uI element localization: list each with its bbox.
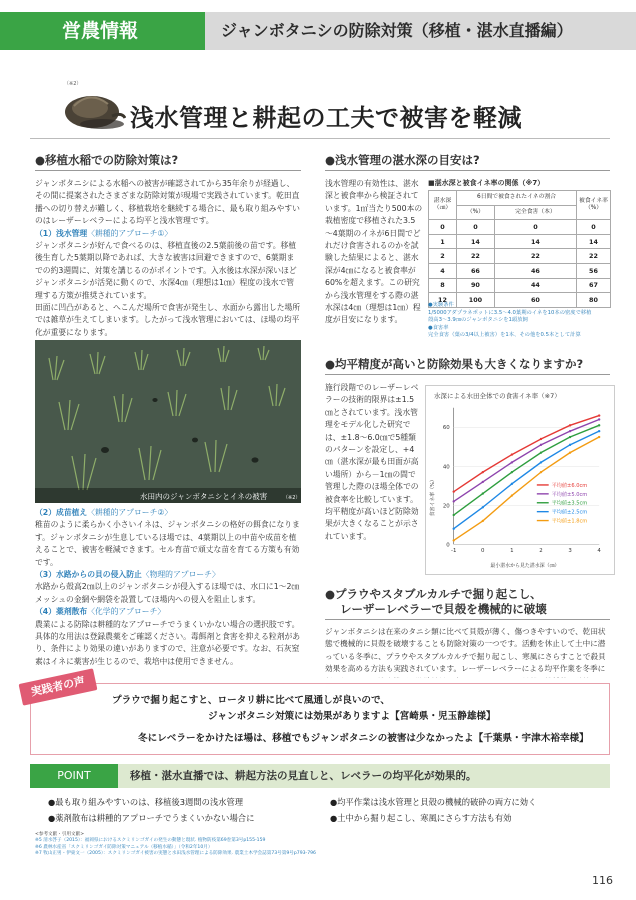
table-row: 8 90 44 67 (429, 278, 611, 293)
chart-point (540, 444, 542, 446)
table-row: 1 14 14 14 (429, 234, 611, 249)
table-header-depth: 湛水深（㎝） (429, 191, 457, 220)
chart-y-tick-label: 20 (442, 503, 450, 510)
chart-legend-label: 平均値±3.5cm (551, 500, 588, 507)
left-heading: ●移植水稲での防除対策は? (35, 153, 179, 167)
chart-legend-label: 平均値±1.8cm (551, 518, 588, 525)
chart-point (569, 436, 571, 438)
rice-field-photo (35, 340, 301, 503)
right-mid-heading-rule (325, 374, 610, 375)
chart-point (453, 539, 455, 541)
s2-text: 稚苗のように柔らかく小さいイネは、ジャンボタニシの格好の餌食になります。ジャンボタニシが生息しているほ場では、4葉期以上の中苗や成苗を植えることで、被害を軽減できます。セル育苗で頑丈な苗を育てる方策も有効です。 (35, 520, 300, 567)
chart-point (453, 500, 455, 502)
chart-point (482, 492, 484, 494)
chart-point (511, 461, 513, 463)
right-bot-heading-rule (325, 619, 610, 620)
chart-x-tick-label: -1 (450, 548, 457, 555)
left-heading-rule (35, 170, 301, 171)
chart-point (511, 471, 513, 473)
header-title: ジャンボタニシの防除対策（移植・湛水直播編） (205, 12, 636, 50)
point-label: POINT (30, 764, 118, 788)
chart-point (482, 520, 484, 522)
point-item: ●薬剤散布は耕種的アプローチでうまくいかない場合に (48, 813, 255, 823)
chart-x-tick-label: 1 (510, 548, 514, 555)
chart-point (511, 494, 513, 496)
chart-point (598, 436, 600, 438)
chart-point (598, 414, 600, 416)
page-number: 116 (592, 874, 613, 887)
point-item: ●最も取り組みやすいのは、移植後3週間の浅水管理 (48, 797, 244, 807)
snail-photo-note: （※2） (64, 81, 82, 87)
chart-point (598, 418, 600, 420)
table-notes: ●実験条件 1/5000アダプラネポットに3.5～4.0葉期のイネを10本の密度で移植 殻高3～3.9㎝のジャンボタニシを1頭放飼 ●食害率 完全食害（葉の3/4以上被害）を1本、その他を0.5本として計算 (428, 302, 592, 339)
voice-line-2: 冬にレベラーをかけたほ場は、移植でもジャンボタニシの被害は少なかったよ【千葉県・宇津木裕幸様】 (138, 733, 589, 744)
snail-photo (62, 82, 126, 132)
chart-x-tick-label: 2 (539, 548, 543, 555)
depth-damage-chart (425, 385, 615, 575)
chart-y-tick-label: 60 (442, 425, 450, 432)
voice-line-1a: プラウで掘り起こすと、ロータリ耕に比べて風通しが良いので、 (112, 695, 391, 706)
chart-point (540, 438, 542, 440)
s1-heading: （1）浅水管理〈耕種的アプローチ①〉 (35, 228, 173, 238)
right-top-heading-rule (325, 170, 610, 171)
chart-title: 水深による水田全体での食害イネ率（※7） (433, 391, 561, 400)
table-row: 2 22 22 22 (429, 249, 611, 264)
point-item: ●土中から掘り起こし、寒風にさらす方法も有効 (330, 813, 512, 823)
chart-point (453, 514, 455, 516)
title-divider (30, 138, 610, 139)
point-text: 移植・湛水直播では、耕起方法の見直しと、レベラーの均平化が効果的。 (130, 770, 477, 782)
chart-point (540, 471, 542, 473)
chart-point (511, 453, 513, 455)
chart-point (482, 481, 484, 483)
left-intro: ジャンボタニシによる水稲への被害が確認されてから35年余りが経過し、その間に提案されたさまざまな防除対策が現場で実践されています。乾田直播への切り替えが難しく、移植栽培を継続する場合に、最も取り組みやすいのはレーザーレベラーによる均平と浅水管理です。 (35, 179, 300, 226)
chart-point (540, 451, 542, 453)
chart-legend-label: 平均値±5.0cm (551, 491, 588, 498)
s3-text: 水路から殻高2㎝以上のジャンボタニシが侵入するほ場では、水口に1～2㎝メッシュの金網や網袋を設置してほ場内への侵入を阻止します。 (35, 582, 300, 604)
chart-point (598, 430, 600, 432)
table-row: 0 0 0 0 (429, 220, 611, 235)
s3-heading: （3）水路からの貝の侵入防止〈物理的アプローチ〉 (35, 570, 220, 580)
chart-y-tick-label: 0 (446, 542, 450, 549)
chart-xlabel: 最小湛水から見た湛水深（㎝） (490, 563, 560, 570)
table-title: ■湛水深と被食イネ率の関係（※7） (428, 179, 545, 187)
s4-text: 農業による防除は耕種的なアプローチでうまくいかない場合の選択肢です。具体的な用法は登録農薬をご確認ください。毒餌剤と食害を抑える粒剤があり、条件により効果の違いがありますので、注意が必要です。なお、石灰窒素はイネに薬害が生じるので、栽培中は使用できません。 (35, 619, 301, 666)
chart-legend-label: 平均値±6.0cm (551, 482, 588, 489)
s1-text2: 田面に凹凸があると、へこんだ場所で食害が発生し、水面から露出した場所では雑草が生えてしまいます。したがって浅水管理においては、ほ場の均平化が重要になります。 (35, 303, 301, 337)
reference-line: ※5 清水啓子（2015）：福岡県におけるスクミリンゴガイの発生の動態と現状. 植物防疫第69巻第3号p155-159 (35, 838, 266, 844)
table-header-complete: 完全食害（本） (494, 205, 576, 220)
category-label: 営農情報 (0, 12, 205, 50)
table-header-rate: 被食イネ率（%） (577, 191, 611, 220)
chart-point (482, 506, 484, 508)
chart-point (540, 461, 542, 463)
chart-x-tick-label: 4 (597, 548, 601, 555)
voice-line-1b: ジャンボタニシ対策には効果がありますよ【宮崎県・児玉静雄様】 (208, 711, 496, 722)
right-top-heading: ●浅水管理の湛水深の目安は? (325, 153, 480, 167)
table-row: 12 100 60 80 (429, 293, 611, 308)
main-title: 浅水管理と耕起の工夫で被害を軽減 (130, 104, 522, 132)
chart-x-tick-label: 3 (568, 548, 572, 555)
chart-point (453, 528, 455, 530)
table-row: 4 66 46 56 (429, 263, 611, 278)
s4-heading: （4）薬剤散布〈化学的アプローチ〉 (35, 607, 166, 617)
chart-point (453, 490, 455, 492)
chart-point (569, 451, 571, 453)
photo-caption: 水田内のジャンボタニシとイネの被害 (140, 492, 268, 501)
chart-ylabel: 食害イネ率（%） (429, 477, 436, 517)
references-title: <参考文献・引用文献> (35, 832, 85, 837)
references (35, 832, 316, 858)
chart-point (569, 430, 571, 432)
s1-text: ジャンボタニシが好んで食べるのは、移植直後の2.5葉前後の苗です。移植後生育した5葉期以降であれば、大きな被害は回避できますので、6葉期までの約3週間に、対策を講じるのがポイントです。入水後は水深が深いほどジャンボタニシが活発に動くので、水深4㎝（理想は1㎝）程度の浅水で管理する方策が推奨されています。 (35, 241, 297, 300)
field-photo-note: （※2） (283, 495, 301, 501)
chart-legend-label: 平均値±2.5cm (551, 509, 588, 516)
s2-heading: （2）成苗植え〈耕種的アプローチ②〉 (35, 508, 173, 517)
table-header-ratio: 6日間で被食されたイネの割合 (457, 191, 577, 206)
table-header-pct: （%） (457, 205, 495, 220)
voice-badge: 実践者の声 (19, 668, 98, 705)
left-body-bottom (35, 507, 301, 677)
chart-point (569, 424, 571, 426)
point-item: ●均平作業は浅水管理と貝殻の機械的破砕の両方に効く (330, 797, 537, 807)
chart-point (482, 471, 484, 473)
depth-table (428, 190, 611, 308)
reference-line: ※6 農林水産省「スクミリンゴガイ防除対策マニュアル（移植水稲）」（令和2年10月） (35, 844, 213, 850)
page-header (0, 12, 636, 50)
reference-line: ※7 牧山正男・伊東文一（2005）：スクミリンゴガイ被害の実態と水田浅水管理による防除効果. 農業土木学会誌第73号第9号p793-796 (35, 851, 316, 857)
chart-series-line (454, 419, 599, 501)
chart-point (569, 444, 571, 446)
right-bot-heading2: レーザーレベラーで貝殻を機械的に破壊 (340, 602, 547, 616)
right-mid-body: 施行段階でのレーザーレベラーの技術的限界は±1.5㎝とされています。浅水管理をモデル化した研究では、±1.8～6.0㎝で5種類のパターンを設定し、+4㎝（湛水深が最も田面が高い場所）から－1㎝の間で管理した際のほ場全体での被食率を比較しています。均平精度が高いほど防除効果が大きくなることが示されています。 (325, 383, 419, 541)
right-bot-body: ジャンボタニシは在来のタニシ類に比べて貝殻が薄く、傷つきやすいので、乾田状態で機械的に貝殻を破壊することも防除対策の一つです。活動を休止して土中に潜っている冬季に、プラウやスタブルカルチで掘り起こし、寒風にさらすことで殺貝効果を高める方法も実践されています。レーザーレベラーによる均平作業を冬季に (325, 627, 606, 674)
left-body-top (35, 178, 301, 340)
chart-y-tick-label: 40 (442, 464, 450, 471)
right-mid-heading: ●均平精度が高いと防除効果も大きくなりますか? (325, 357, 584, 371)
point-bar (30, 764, 610, 788)
right-top-body: 浅水管理の有効性は、湛水深と被食率から検証されています。1㎡当たり500本の栽植密度で移植された3.5～4葉期のイネが6日間でどれだけ食害されるのかを試験した結果によると、湛水深が4㎝になると被食率が60%を超えます。この研究から浅水管理をする際の湛水深は4㎝（理想は1㎝）程度が目安になります。 (325, 179, 423, 325)
chart-point (598, 424, 600, 426)
chart-point (511, 483, 513, 485)
right-bot-heading: ●プラウやスタブルカルチで掘り起こし、 (325, 587, 542, 601)
chart-x-tick-label: 0 (481, 548, 485, 555)
